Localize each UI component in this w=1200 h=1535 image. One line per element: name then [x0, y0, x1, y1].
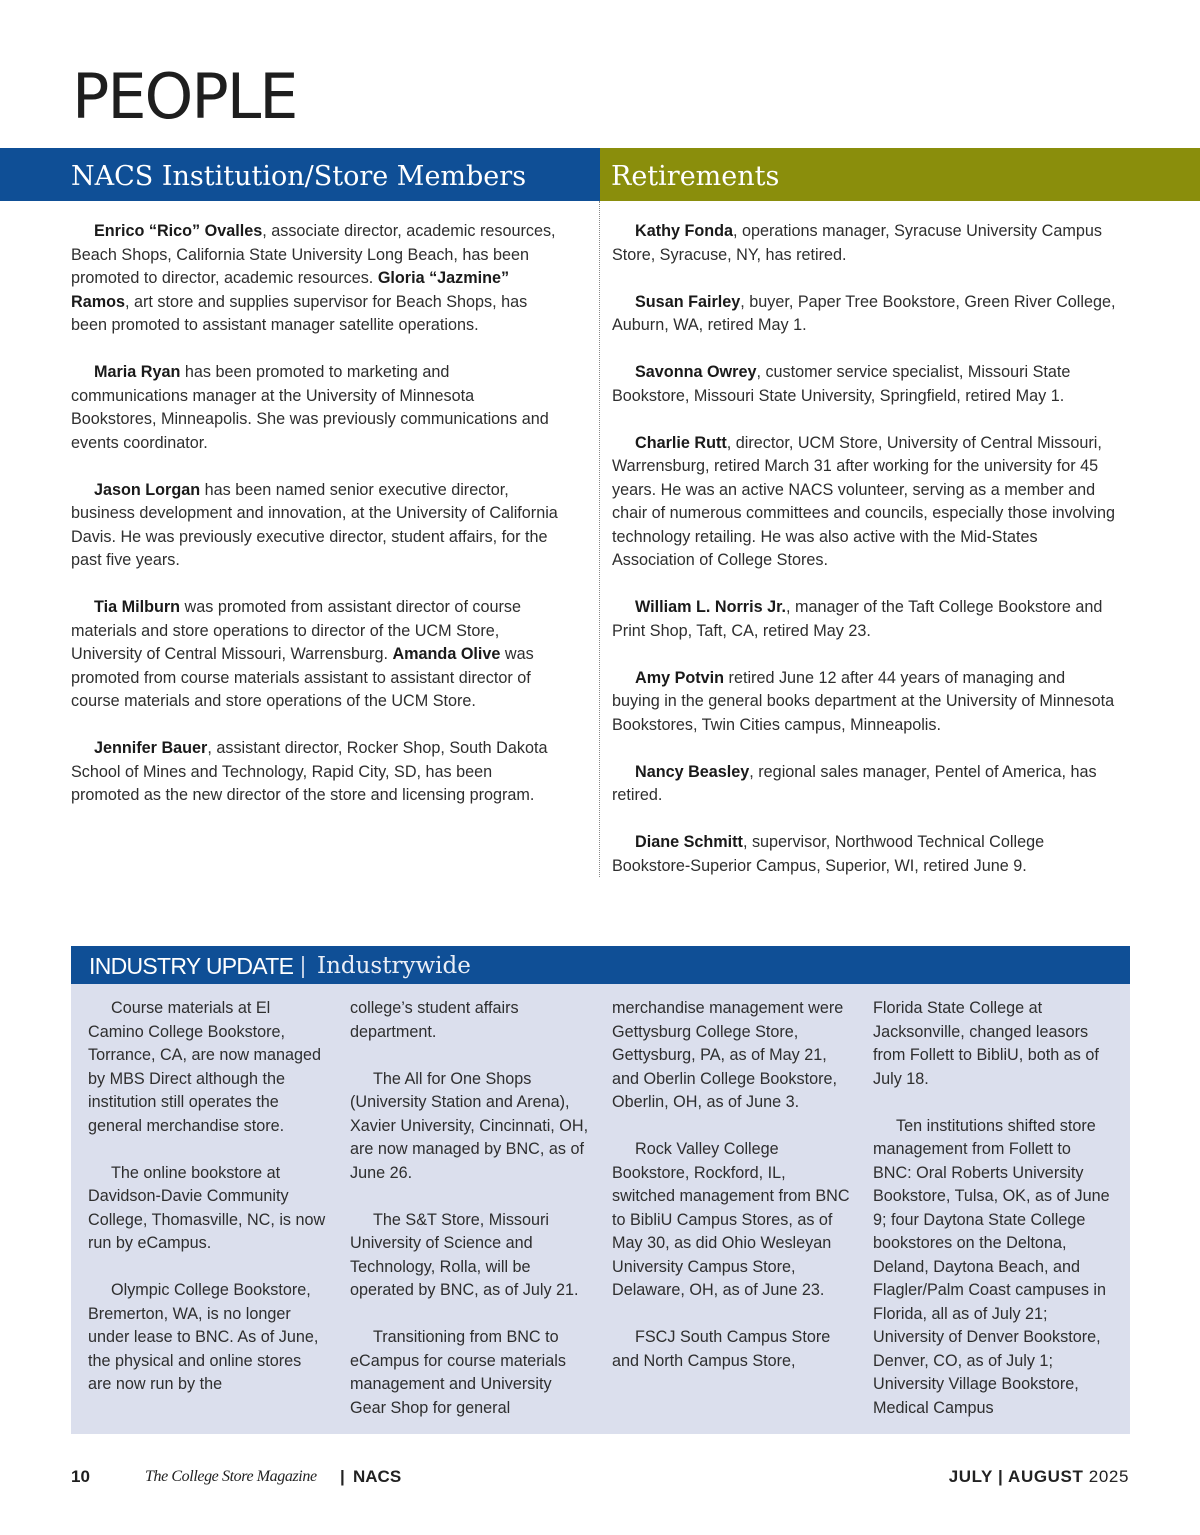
page-number: 10 [71, 1467, 90, 1486]
person-name: Diane Schmitt [635, 833, 743, 851]
industry-update-header [71, 946, 1130, 984]
industry-update-subtitle: Industrywide [317, 953, 471, 979]
industry-paragraph: FSCJ South Campus Store and North Campus Store, [612, 1328, 831, 1370]
entry-text: , associate director, academic resources, Beach Shops, California State University Long Beach, has been promoted to director, academic resources. [71, 222, 556, 287]
entry-text: was promoted from assistant director of course materials and store operations to director of the UCM Store, University of Central Missouri, Warrensburg. [71, 598, 522, 663]
members-section-header [0, 148, 600, 201]
retirements-column [612, 220, 1117, 902]
entry-text: , manager of the Taft College Bookstore and Print Shop, Taft, CA, retired May 23. [612, 598, 1103, 640]
industry-paragraph: Ten institutions shifted store management from Follett to BNC: Oral Roberts University Bookstore, Tulsa, OK, as of June 9; four Daytona State College bookstores on the Deltona, Deland, Daytona Beach, and Flagler/Palm Coast campuses in Florida, all as of July 21; University of Denver Bookstore, Denver, CO, as of July 1; University Village Bookstore, Medical Campus [873, 1116, 1110, 1417]
magazine-name: The College Store Magazine [145, 1468, 317, 1485]
entry-text: , operations manager, Syracuse University Campus Store, Syracuse, NY, has retired. [612, 222, 1102, 264]
retirements-entry [612, 831, 1117, 878]
retirements-entry [612, 432, 1117, 573]
person-name: Tia Milburn [94, 598, 181, 616]
page-title: PEOPLE [72, 60, 297, 133]
entry-text: retired June 12 after 44 years of managing and buying in the general books department at the University of Minnesota Bookstores, Twin Cities campus, Minneapolis. [612, 668, 1115, 734]
footer-separator: | [340, 1467, 345, 1486]
industry-update-title: INDUSTRY UPDATE [89, 953, 294, 979]
entry-text: , director, UCM Store, University of Central Missouri, Warrensburg, retired March 31 after working for the university for 45 years. He was an active NACS volunteer, serving as a member and chair of numerous committees and councils, especially those involving technology retailing. He was also active with the Mid-States Association of College Stores. [612, 433, 1115, 569]
industry-update-body [71, 984, 1130, 1434]
entry-text: , customer service specialist, Missouri State Bookstore, Missouri State University, Springfield, retired May 1. [612, 363, 1071, 405]
industry-paragraph: college’s student affairs department. [350, 999, 519, 1041]
members-entry [71, 220, 561, 338]
column-divider [599, 201, 600, 877]
page-footer [0, 1467, 1200, 1491]
person-name: Kathy Fonda [635, 222, 734, 240]
retirements-entry [612, 761, 1117, 808]
members-entry [71, 479, 561, 573]
industry-column-4 [873, 997, 1113, 1444]
person-name: Maria Ryan [94, 363, 181, 381]
person-name: Jason Lorgan [94, 480, 201, 499]
entry-text: , buyer, Paper Tree Bookstore, Green River College, Auburn, WA, retired May 1. [612, 292, 1116, 334]
person-name: Susan Fairley [635, 292, 741, 311]
person-name: William L. Norris Jr. [635, 598, 786, 616]
members-section-title: NACS Institution/Store Members [71, 161, 527, 192]
retirements-entry [612, 596, 1117, 643]
industry-paragraph: Transitioning from BNC to eCampus for course materials management and University Gear Shop for general [350, 1328, 566, 1417]
entry-text: , regional sales manager, Pentel of America, has retired. [612, 762, 1097, 804]
retirements-entry [612, 667, 1117, 738]
person-name: Nancy Beasley [635, 762, 750, 781]
entry-text: , art store and supplies supervisor for Beach Shops, has been promoted to assistant manager satellite operations. [71, 292, 528, 334]
industry-column-3 [612, 997, 852, 1397]
entry-text: has been named senior executive director, business development and innovation, at the University of California Davis. He was previously executive director, student affairs, for the past five years. [71, 480, 558, 569]
entry-text: has been promoted to marketing and communications manager at the University of Minnesota Bookstores, Minneapolis. She was previously communications and events coordinator. [71, 363, 549, 452]
members-entry [71, 596, 561, 714]
org-name: NACS [353, 1467, 402, 1486]
industry-paragraph: The S&T Store, Missouri University of Science and Technology, Rolla, will be operated by BNC, as of July 21. [350, 1210, 579, 1299]
industry-paragraph: Olympic College Bookstore, Bremerton, WA, is no longer under lease to BNC. As of June, the physical and online stores are now run by the [88, 1281, 319, 1393]
industry-paragraph: The online bookstore at Davidson-Davie Community College, Thomasville, NC, is now run by eCampus. [88, 1163, 326, 1252]
industry-paragraph: merchandise management were Gettysburg College Store, Gettysburg, PA, as of May 21, and Oberlin College Bookstore, Oberlin, OH, as of June 3. [612, 999, 844, 1111]
members-entry [71, 361, 561, 455]
industry-paragraph: The All for One Shops (University Station and Arena), Xavier University, Cincinnati, OH, are now managed by BNC, as of June 26. [350, 1069, 589, 1182]
retirements-entry [612, 361, 1117, 408]
issue-year: 2025 [1088, 1467, 1129, 1486]
person-name: Amy Potvin [635, 668, 725, 687]
issue-month: JULY | AUGUST [948, 1467, 1084, 1486]
retirements-section-title: Retirements [611, 161, 780, 192]
industry-column-2 [350, 997, 590, 1444]
members-column [71, 220, 561, 831]
person-name: Savonna Owrey [635, 363, 757, 381]
person-name: Charlie Rutt [635, 433, 727, 452]
industry-paragraph: Florida State College at Jacksonville, changed leasors from Follett to BibliU, both as of July 18. [873, 999, 1099, 1088]
industry-paragraph: Course materials at El Camino College Bookstore, Torrance, CA, are now managed by MBS Direct although the institution still operates the general merchandise store. [88, 999, 322, 1135]
entry-text: , assistant director, Rocker Shop, South Dakota School of Mines and Technology, Rapid City, SD, has been promoted as the new director of the store and licensing program. [71, 739, 548, 804]
person-name: Amanda Olive [392, 645, 501, 663]
industry-column-1 [88, 997, 328, 1420]
members-entry [71, 737, 561, 808]
person-name: Jennifer Bauer [94, 739, 208, 757]
retirements-section-header [600, 148, 1200, 201]
retirements-entry [612, 220, 1117, 267]
industry-update-separator: | [300, 952, 306, 978]
person-name: Enrico “Rico” Ovalles [94, 222, 263, 240]
issue-date [949, 1467, 1129, 1487]
industry-paragraph: Rock Valley College Bookstore, Rockford, IL, switched management from BNC to BibliU Campus Stores, as of May 30, as did Ohio Wesleyan University Campus Store, Delaware, OH, as of June 23. [612, 1140, 850, 1299]
retirements-entry [612, 291, 1117, 338]
entry-text: was promoted from course materials assistant to assistant director of course materials and store operations of the UCM Store. [71, 645, 534, 710]
person-name: Gloria “Jazmine” Ramos [71, 269, 510, 311]
entry-text: , supervisor, Northwood Technical College Bookstore-Superior Campus, Superior, WI, retired June 9. [612, 833, 1045, 875]
